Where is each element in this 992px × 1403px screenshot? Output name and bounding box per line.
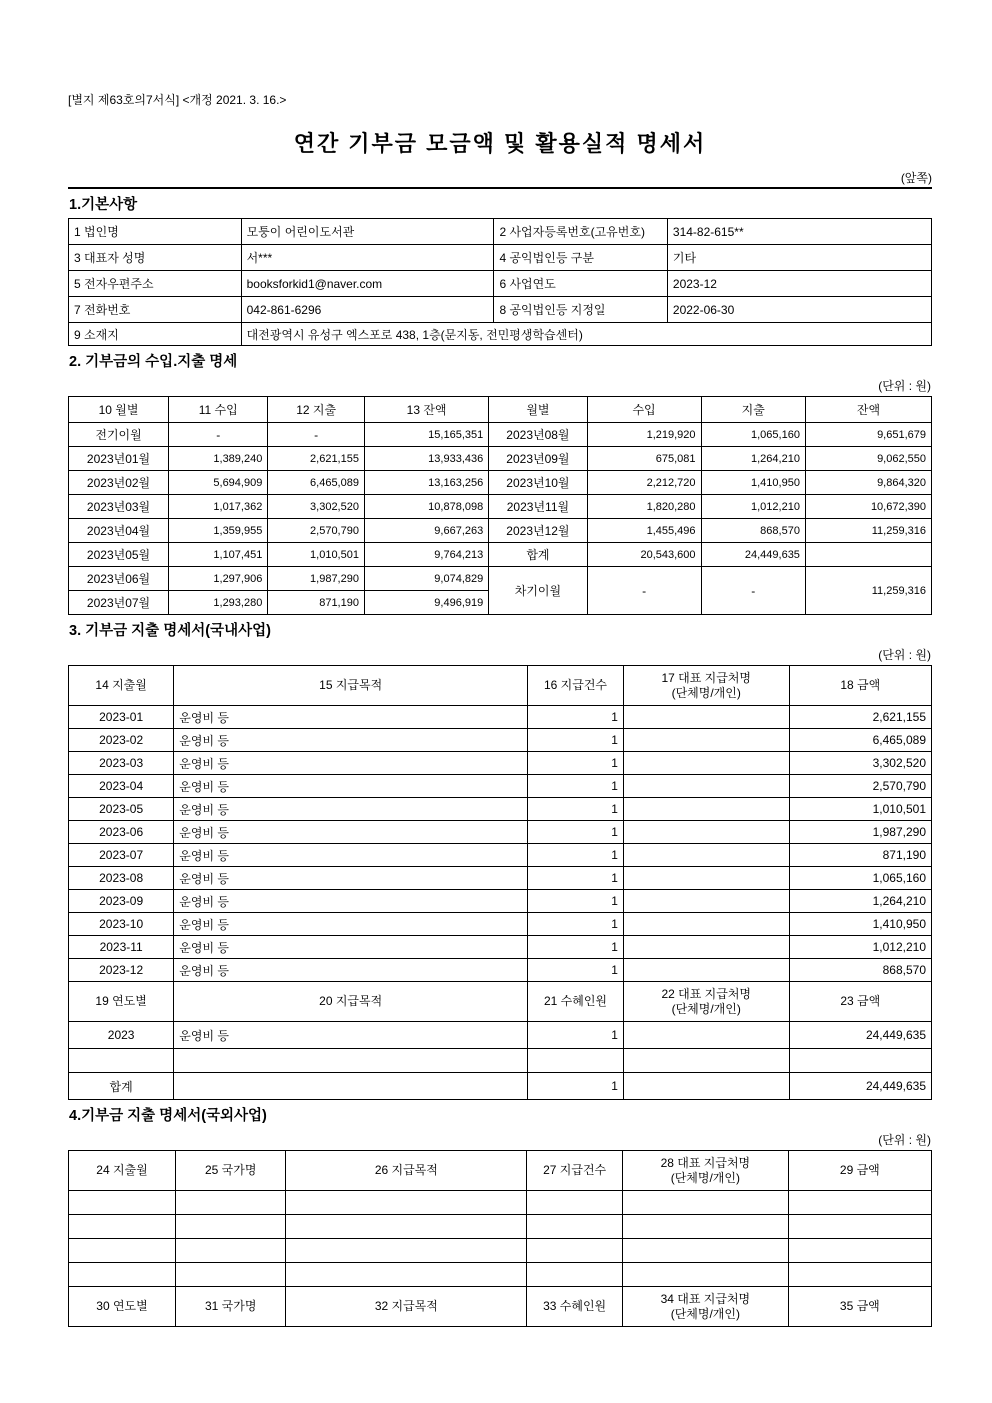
domestic-yearly-header-row — [69, 982, 932, 1022]
legal-reference: [별지 제63호의7서식] <개정 2021. 3. 16.> — [68, 93, 287, 107]
amount-cell: 6,465,089 — [789, 729, 931, 752]
balance-cell: 9,074,829 — [364, 567, 488, 591]
col-header-payee — [623, 666, 789, 706]
year-cell: 2023 — [69, 1022, 174, 1049]
amount-cell: 3,302,520 — [789, 752, 931, 775]
expense-row — [69, 821, 932, 844]
balance-cell: 9,062,550 — [805, 447, 931, 471]
empty-cell — [286, 1215, 527, 1239]
col-header-balance: 잔액 — [805, 397, 931, 423]
income-cell: - — [587, 567, 701, 615]
balance-cell: 9,496,919 — [364, 591, 488, 615]
month-cell: 2023-10 — [69, 913, 174, 936]
purpose-cell: 운영비 등 — [174, 752, 528, 775]
amount-cell: 1,987,290 — [789, 821, 931, 844]
domestic-expense-table — [68, 665, 932, 1100]
expense-row — [69, 959, 932, 982]
amount-cell: 1,012,210 — [789, 936, 931, 959]
col-header-month: 10 월별 — [69, 397, 169, 423]
ledger-row — [69, 447, 932, 471]
field-label: 7 전화번호 — [69, 297, 242, 323]
empty-cell — [286, 1239, 527, 1263]
field-value: 기타 — [667, 245, 931, 271]
expense-cell: 1,987,290 — [268, 567, 365, 591]
empty-cell — [527, 1239, 623, 1263]
month-cell: 2023-11 — [69, 936, 174, 959]
empty-cell — [788, 1263, 931, 1287]
balance-cell: 9,651,679 — [805, 423, 931, 447]
income-cell: 1,107,451 — [169, 543, 268, 567]
col-header-expense: 지출 — [701, 397, 805, 423]
field-value: booksforkid1@naver.com — [241, 271, 494, 297]
income-cell: 1,017,362 — [169, 495, 268, 519]
balance-cell: 13,163,256 — [364, 471, 488, 495]
empty-cell — [69, 1239, 176, 1263]
purpose-cell: 운영비 등 — [174, 798, 528, 821]
expense-cell: 1,065,160 — [701, 423, 805, 447]
col-header-expense: 12 지출 — [268, 397, 365, 423]
field-label: 8 공익법인등 지정일 — [494, 297, 667, 323]
col-header-month: 24 지출월 — [69, 1151, 176, 1191]
purpose-cell: 운영비 등 — [174, 1022, 528, 1049]
empty-row — [69, 1191, 932, 1215]
balance-cell: 9,864,320 — [805, 471, 931, 495]
amount-cell: 2,570,790 — [789, 775, 931, 798]
purpose-cell: 운영비 등 — [174, 775, 528, 798]
payee-header-line2: (단체명/개인) — [670, 1170, 740, 1185]
yearly-expense-row — [69, 1022, 932, 1049]
empty-cell — [286, 1191, 527, 1215]
amount-cell: 2,621,155 — [789, 706, 931, 729]
month-cell: 2023-09 — [69, 890, 174, 913]
field-value: 314-82-615** — [667, 219, 931, 245]
info-row-address — [69, 323, 932, 346]
empty-cell — [788, 1191, 931, 1215]
balance-cell: 9,667,263 — [364, 519, 488, 543]
amount-cell: 871,190 — [789, 844, 931, 867]
payee-cell — [623, 1073, 789, 1100]
count-cell: 1 — [528, 913, 624, 936]
info-row — [69, 271, 932, 297]
month-cell: 2023-06 — [69, 821, 174, 844]
income-cell: 1,297,906 — [169, 567, 268, 591]
expense-cell: 868,570 — [701, 519, 805, 543]
balance-cell: 10,878,098 — [364, 495, 488, 519]
empty-cell — [623, 1263, 789, 1287]
total-label-cell: 합계 — [69, 1073, 174, 1100]
yearly-expense-row — [69, 1049, 932, 1073]
empty-cell — [527, 1191, 623, 1215]
month-cell: 2023년05월 — [69, 543, 169, 567]
col-header-count: 21 수혜인원 — [528, 982, 624, 1022]
col-header-purpose: 32 지급목적 — [286, 1287, 527, 1327]
income-cell: 675,081 — [587, 447, 701, 471]
ledger-header-row — [69, 397, 932, 423]
purpose-cell: 운영비 등 — [174, 890, 528, 913]
field-label: 9 소재지 — [69, 323, 242, 346]
month-cell: 2023년02월 — [69, 471, 169, 495]
expense-cell: 1,010,501 — [268, 543, 365, 567]
balance-cell — [805, 543, 931, 567]
col-header-payee — [623, 982, 789, 1022]
col-header-purpose: 26 지급목적 — [286, 1151, 527, 1191]
field-value: 서*** — [241, 245, 494, 271]
amount-cell: 24,449,635 — [789, 1022, 931, 1049]
field-label: 4 공익법인등 구분 — [494, 245, 667, 271]
count-cell: 1 — [528, 867, 624, 890]
expense-cell: 1,410,950 — [701, 471, 805, 495]
expense-cell: 1,264,210 — [701, 447, 805, 471]
ledger-row — [69, 423, 932, 447]
month-cell: 2023-07 — [69, 844, 174, 867]
field-value: 모퉁이 어린이도서관 — [241, 219, 494, 245]
expense-cell: 24,449,635 — [701, 543, 805, 567]
month-cell: 2023년01월 — [69, 447, 169, 471]
page-title: 연간 기부금 모금액 및 활용실적 명세서 — [293, 131, 707, 156]
income-cell: 5,694,909 — [169, 471, 268, 495]
section-ledger-heading: 2. 기부금의 수입.지출 명세 — [69, 354, 238, 370]
col-header-purpose: 15 지급목적 — [174, 666, 528, 706]
amount-cell: 1,010,501 — [789, 798, 931, 821]
income-cell: 2,212,720 — [587, 471, 701, 495]
payee-cell — [623, 775, 789, 798]
expense-row — [69, 890, 932, 913]
section-basic-info-heading: 1.기본사항 — [69, 197, 138, 213]
month-cell: 2023년07월 — [69, 591, 169, 615]
purpose-cell: 운영비 등 — [174, 959, 528, 982]
income-cell: 20,543,600 — [587, 543, 701, 567]
month-cell: 2023-08 — [69, 867, 174, 890]
count-cell: 1 — [528, 1073, 624, 1100]
unit-label: (단위 : 원) — [878, 648, 931, 662]
empty-cell — [788, 1239, 931, 1263]
month-cell: 2023년09월 — [489, 447, 587, 471]
domestic-monthly-header-row — [69, 666, 932, 706]
yearly-total-row — [69, 1073, 932, 1100]
count-cell: 1 — [528, 775, 624, 798]
empty-cell — [527, 1215, 623, 1239]
overseas-expense-table — [68, 1150, 932, 1327]
col-header-amount: 18 금액 — [789, 666, 931, 706]
count-cell: 1 — [528, 798, 624, 821]
payee-cell — [623, 706, 789, 729]
col-header-count: 33 수혜인원 — [527, 1287, 623, 1327]
count-cell: 1 — [528, 890, 624, 913]
col-header-amount: 35 금액 — [788, 1287, 931, 1327]
info-row — [69, 297, 932, 323]
month-cell: 2023년12월 — [489, 519, 587, 543]
unit-label: (단위 : 원) — [878, 1133, 931, 1147]
expense-cell: 6,465,089 — [268, 471, 365, 495]
month-cell: 2023-12 — [69, 959, 174, 982]
purpose-cell: 운영비 등 — [174, 729, 528, 752]
col-header-amount: 23 금액 — [789, 982, 931, 1022]
ledger-row — [69, 519, 932, 543]
empty-cell — [527, 1263, 623, 1287]
count-cell — [528, 1049, 624, 1073]
amount-cell — [789, 1049, 931, 1073]
income-expense-table — [68, 396, 932, 615]
empty-cell — [788, 1215, 931, 1239]
basic-info-table — [68, 218, 932, 346]
overseas-monthly-header-row — [69, 1151, 932, 1191]
empty-cell — [69, 1215, 176, 1239]
field-label: 6 사업연도 — [494, 271, 667, 297]
empty-cell — [69, 1263, 176, 1287]
ledger-row — [69, 471, 932, 495]
expense-cell: 2,621,155 — [268, 447, 365, 471]
income-cell: 1,359,955 — [169, 519, 268, 543]
payee-header-line1: 34 대표 지급처명 — [660, 1291, 751, 1306]
month-cell: 2023-03 — [69, 752, 174, 775]
balance-cell: 15,165,351 — [364, 423, 488, 447]
col-header-income: 11 수입 — [169, 397, 268, 423]
month-cell: 2023년10월 — [489, 471, 587, 495]
total-label-cell: 합계 — [489, 543, 587, 567]
purpose-cell: 운영비 등 — [174, 867, 528, 890]
month-cell: 2023년03월 — [69, 495, 169, 519]
col-header-purpose: 20 지급목적 — [174, 982, 528, 1022]
empty-cell — [286, 1263, 527, 1287]
count-cell: 1 — [528, 752, 624, 775]
section-domestic-heading: 3. 기부금 지출 명세서(국내사업) — [69, 623, 271, 639]
section-overseas-heading: 4.기부금 지출 명세서(국외사업) — [69, 1108, 267, 1124]
year-cell — [69, 1049, 174, 1073]
income-cell: 1,293,280 — [169, 591, 268, 615]
empty-row — [69, 1239, 932, 1263]
ledger-row — [69, 543, 932, 567]
income-cell: 1,820,280 — [587, 495, 701, 519]
ledger-row — [69, 495, 932, 519]
empty-cell — [69, 1191, 176, 1215]
col-header-month: 14 지출월 — [69, 666, 174, 706]
field-value: 042-861-6296 — [241, 297, 494, 323]
purpose-cell: 운영비 등 — [174, 844, 528, 867]
col-header-amount: 29 금액 — [788, 1151, 931, 1191]
col-header-income: 수입 — [587, 397, 701, 423]
count-cell: 1 — [528, 936, 624, 959]
amount-cell: 1,264,210 — [789, 890, 931, 913]
overseas-yearly-header-row — [69, 1287, 932, 1327]
col-header-count: 16 지급건수 — [528, 666, 624, 706]
payee-header-line2: (단체명/개인) — [671, 1001, 741, 1016]
amount-cell: 1,065,160 — [789, 867, 931, 890]
balance-cell: 11,259,316 — [805, 519, 931, 543]
purpose-cell: 운영비 등 — [174, 913, 528, 936]
expense-cell: - — [701, 567, 805, 615]
income-cell: - — [169, 423, 268, 447]
payee-cell — [623, 1049, 789, 1073]
payee-header-line1: 28 대표 지급처명 — [660, 1155, 751, 1170]
expense-row — [69, 844, 932, 867]
expense-cell: - — [268, 423, 365, 447]
empty-cell — [176, 1191, 286, 1215]
payee-cell — [623, 890, 789, 913]
col-header-month: 월별 — [489, 397, 587, 423]
col-header-payee — [623, 1151, 789, 1191]
info-row — [69, 245, 932, 271]
balance-cell: 11,259,316 — [805, 567, 931, 615]
empty-cell — [176, 1239, 286, 1263]
purpose-cell: 운영비 등 — [174, 821, 528, 844]
income-cell: 1,455,496 — [587, 519, 701, 543]
month-cell: 2023년11월 — [489, 495, 587, 519]
balance-cell: 9,764,213 — [364, 543, 488, 567]
payee-cell — [623, 913, 789, 936]
count-cell: 1 — [528, 844, 624, 867]
field-value: 2022-06-30 — [667, 297, 931, 323]
expense-cell: 2,570,790 — [268, 519, 365, 543]
payee-header-line2: (단체명/개인) — [670, 1306, 740, 1321]
count-cell: 1 — [528, 959, 624, 982]
expense-row — [69, 867, 932, 890]
col-header-country: 31 국가명 — [176, 1287, 286, 1327]
purpose-cell — [174, 1049, 528, 1073]
field-label: 2 사업자등록번호(고유번호) — [494, 219, 667, 245]
empty-cell — [623, 1239, 789, 1263]
unit-label: (단위 : 원) — [878, 379, 931, 393]
amount-cell: 1,410,950 — [789, 913, 931, 936]
expense-cell: 1,012,210 — [701, 495, 805, 519]
count-cell: 1 — [528, 729, 624, 752]
expense-row — [69, 913, 932, 936]
month-cell: 2023년08월 — [489, 423, 587, 447]
payee-cell — [623, 729, 789, 752]
payee-cell — [623, 798, 789, 821]
month-cell: 2023-01 — [69, 706, 174, 729]
count-cell: 1 — [528, 821, 624, 844]
purpose-cell: 운영비 등 — [174, 936, 528, 959]
month-cell: 2023-02 — [69, 729, 174, 752]
payee-cell — [623, 821, 789, 844]
amount-cell: 868,570 — [789, 959, 931, 982]
month-cell: 2023년06월 — [69, 567, 169, 591]
col-header-count: 27 지급건수 — [527, 1151, 623, 1191]
payee-cell — [623, 959, 789, 982]
expense-row — [69, 936, 932, 959]
payee-cell — [623, 1022, 789, 1049]
page-side-label: (앞쪽) — [900, 171, 932, 185]
expense-row — [69, 775, 932, 798]
field-value: 2023-12 — [667, 271, 931, 297]
empty-cell — [176, 1263, 286, 1287]
purpose-cell: 운영비 등 — [174, 706, 528, 729]
expense-row — [69, 729, 932, 752]
empty-cell — [623, 1215, 789, 1239]
empty-cell — [176, 1215, 286, 1239]
count-cell: 1 — [528, 706, 624, 729]
month-cell: 2023년04월 — [69, 519, 169, 543]
col-header-balance: 13 잔액 — [364, 397, 488, 423]
balance-cell: 13,933,436 — [364, 447, 488, 471]
col-header-country: 25 국가명 — [176, 1151, 286, 1191]
payee-header-line2: (단체명/개인) — [671, 685, 741, 700]
field-value: 대전광역시 유성구 엑스포로 438, 1층(문지동, 전민평생학습센터) — [241, 323, 931, 346]
income-cell: 1,389,240 — [169, 447, 268, 471]
empty-row — [69, 1263, 932, 1287]
col-header-year: 30 연도별 — [69, 1287, 176, 1327]
payee-cell — [623, 867, 789, 890]
expense-cell: 3,302,520 — [268, 495, 365, 519]
purpose-cell — [174, 1073, 528, 1100]
month-cell: 전기이월 — [69, 423, 169, 447]
balance-cell: 10,672,390 — [805, 495, 931, 519]
empty-cell — [623, 1191, 789, 1215]
payee-cell — [623, 936, 789, 959]
payee-cell — [623, 752, 789, 775]
field-label: 1 법인명 — [69, 219, 242, 245]
income-cell: 1,219,920 — [587, 423, 701, 447]
expense-row — [69, 798, 932, 821]
empty-row — [69, 1215, 932, 1239]
amount-cell: 24,449,635 — [789, 1073, 931, 1100]
payee-header-line1: 22 대표 지급처명 — [661, 986, 752, 1001]
carryover-label-cell: 차기이월 — [489, 567, 587, 615]
info-row — [69, 219, 932, 245]
payee-header-line1: 17 대표 지급처명 — [661, 670, 752, 685]
payee-cell — [623, 844, 789, 867]
count-cell: 1 — [528, 1022, 624, 1049]
expense-row — [69, 752, 932, 775]
col-header-year: 19 연도별 — [69, 982, 174, 1022]
ledger-row — [69, 567, 932, 591]
field-label: 5 전자우편주소 — [69, 271, 242, 297]
month-cell: 2023-04 — [69, 775, 174, 798]
field-label: 3 대표자 성명 — [69, 245, 242, 271]
expense-row — [69, 706, 932, 729]
expense-cell: 871,190 — [268, 591, 365, 615]
month-cell: 2023-05 — [69, 798, 174, 821]
col-header-payee — [623, 1287, 789, 1327]
